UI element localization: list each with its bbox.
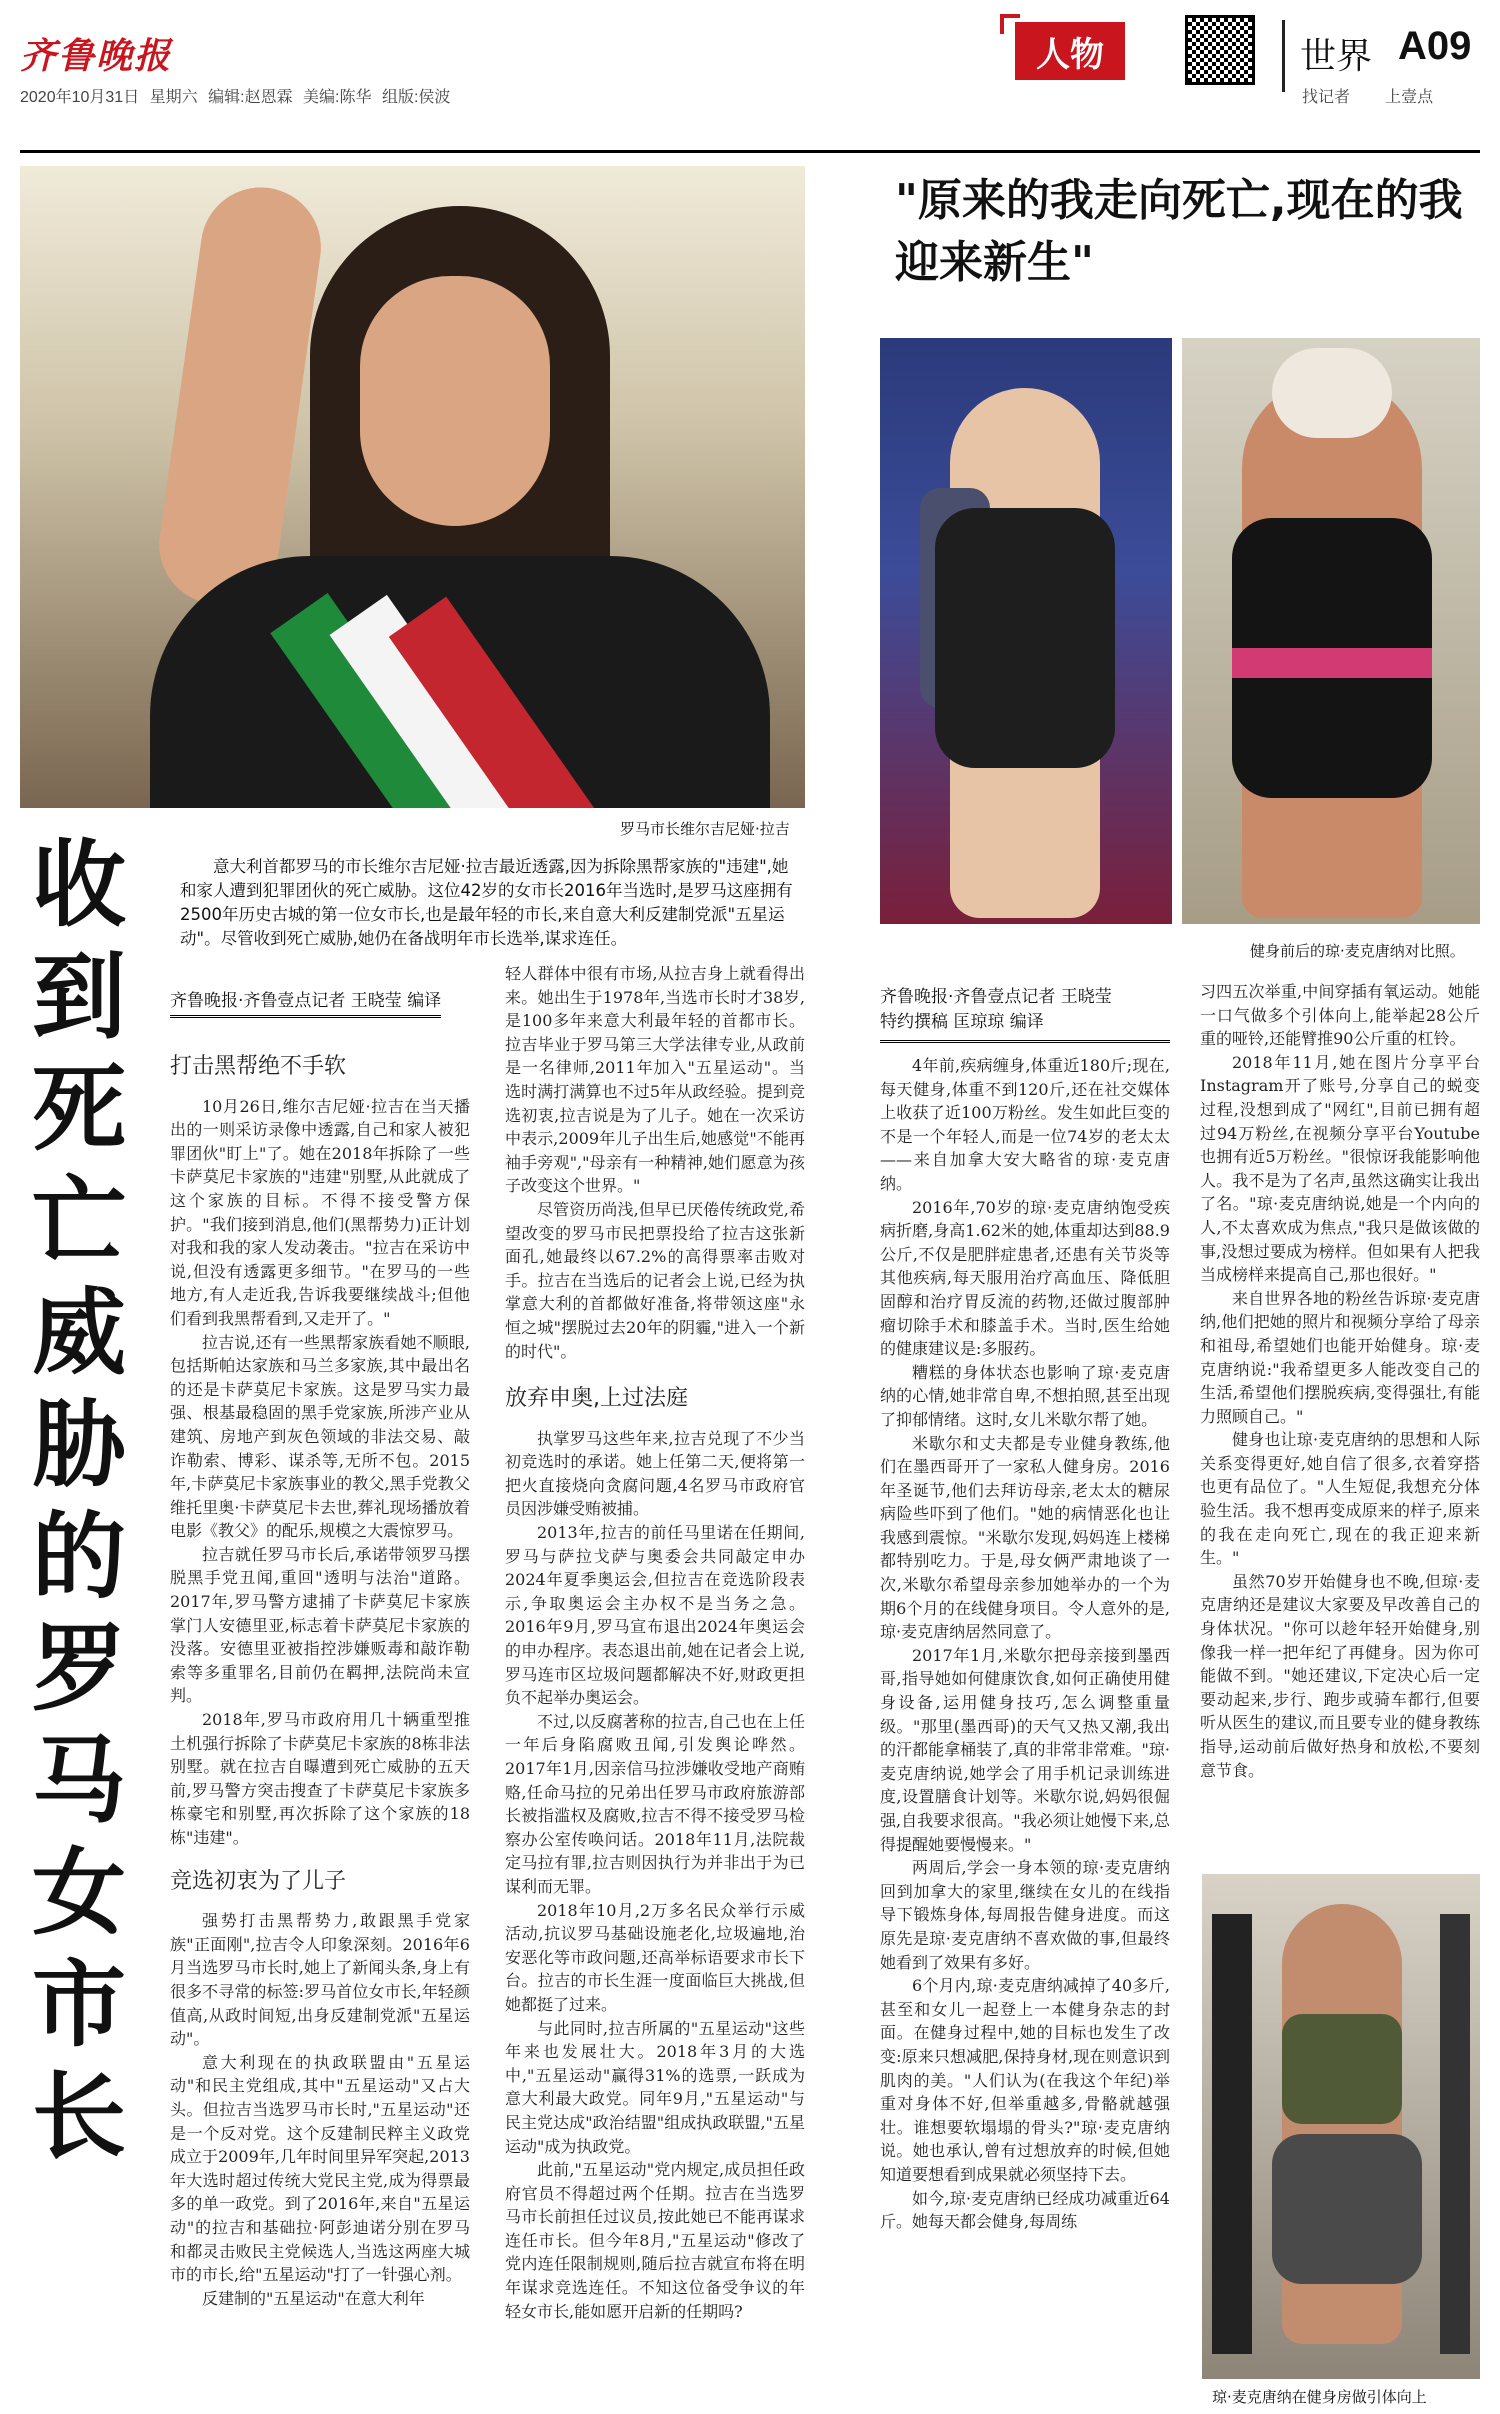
editor-credit: 编辑:赵恩霖: [208, 89, 293, 106]
paragraph: 此前,"五星运动"党内规定,成员担任政府官员不得超过两个任期。拉吉在当选罗马市长前担任过议员,按此她已不能再谋求连任市长。但今年8月,"五星运动"修改了党内连任限制规则,随后拉吉就宣布将在明年谋求竞选连任。不知这位备受争议的年轻女市长,能如愿开启新的任期吗?: [505, 2160, 805, 2321]
section-tag: 人物: [1015, 22, 1125, 80]
paragraph: 来自世界各地的粉丝告诉琼·麦克唐纳,他们把她的照片和视频分享给了母亲和祖母,希望她们也能开始健身。琼·麦克唐纳说:"我希望更多人能改变自己的生活,希望他们摆脱疾病,变得强壮,有能力照顾自己。": [1200, 1288, 1480, 1426]
gym-photo: [1202, 1874, 1480, 2379]
byline-rule: [880, 1040, 1170, 1043]
paragraph: 习四五次举重,中间穿插有氧运动。她能一口气做多个引体向上,能举起28公斤重的哑铃,还能臂推90公斤重的杠铃。: [1200, 982, 1480, 1049]
paragraph: 2013年,拉吉的前任马里诺在任期间,罗马与萨拉戈萨与奥委会共同敲定申办2024年夏季奥运会,但拉吉在竞选阶段表示,争取奥运会主办权不是当务之急。2016年9月,罗马宣布退出2024年奥运会的申办程序。表态退出前,她在记者会上说,罗马连市区垃圾问题都解决不好,财政更担负不起举办奥运会。: [505, 1523, 805, 1708]
subhead-3: 放弃申奥,上过法庭: [505, 1386, 688, 1412]
comparison-caption: 健身前后的琼·麦克唐纳对比照。: [1250, 942, 1465, 960]
paragraph: 意大利现在的执政联盟由"五星运动"和民主党组成,其中"五星运动"又占大头。但拉吉当选罗马市长时,"五星运动"还是一个反对党。这个反建制民粹主义政党成立于2009年,几年时间里异军突起,2013年大选时超过传统大党民主党,成为得票最多的单一政党。到了2016年,来自"五星运动"的拉吉和基础拉·阿彭迪诺分别在罗马和都灵击败民主党候选人,当选这两座大城市的市长,给"五星运动"打了一针强心剂。: [170, 2052, 470, 2285]
headline: 收到死亡威胁的罗马女市长: [32, 831, 127, 2172]
paragraph: 健身也让琼·麦克唐纳的思想和人际关系变得更好,她自信了很多,衣着穿搭也更有品位了。"人生短促,我想充分体验生活。我不想再变成原来的样子,原来的我在走向死亡,现在的我正迎来新生。": [1200, 1430, 1480, 1568]
paragraph: 尽管资历尚浅,但早已厌倦传统政党,希望改变的罗马市民把票投给了拉吉这张新面孔,她最终以67.2%的高得票率击败对手。拉吉在当选后的记者会上说,已经为执掌意大利的首都做好准备,将带领这座"永恒之城"摆脱过去20年的阴霾,"进入一个新的时代"。: [505, 1199, 805, 1361]
paragraph: 6个月内,琼·麦克唐纳减掉了40多斤,甚至和女儿一起登上一本健身杂志的封面。在健身过程中,她的目标也发生了改变:原来只想减肥,保持身材,现在则意识到肌肉的美。"人们认为(在我这个年纪)举重对身体不好,但举重越多,骨骼就越强壮。谁想要软塌塌的骨头?"琼·麦克唐纳说。她也承认,曾有过想放弃的时候,但她知道要想看到成果就必须坚持下去。: [880, 1976, 1170, 2184]
quote-headline: "原来的我走向死亡,现在的我迎来新生": [895, 175, 1463, 288]
paragraph: 米歇尔和丈夫都是专业健身教练,他们在墨西哥开了一家私人健身房。2016年圣诞节,他们去拜访母亲,老太太的糖尿病险些吓到了他们。"她的病情恶化也让我感到震惊。"米歇尔发现,妈妈连上楼梯都特别吃力。于是,母女俩严肃地谈了一次,米歇尔希望母亲参加她举办的一个为期6个月的在线健身项目。令人意外的是,琼·麦克唐纳居然同意了。: [880, 1433, 1170, 1642]
paragraph: 执掌罗马这些年来,拉吉兑现了不少当初竞选时的承诺。她上任第二天,便将第一把火直接烧向贪腐问题,4名罗马市政府官员因涉嫌受贿被捕。: [505, 1428, 805, 1519]
paragraph: 10月26日,维尔吉尼娅·拉吉在当天播出的一则采访录像中透露,自己和家人被犯罪团伙"盯上"了。她在2018年拆除了一些卡萨莫尼卡家族的"违建"别墅,从此就成了这个家族的目标。不得不接受警方保护。"我们接到消息,他们(黑帮势力)正计划对我和我的家人发动袭击。"拉吉在采访中说,但没有透露更多细节。"在罗马的一些地方,有人走近我,告诉我要继续战斗;但他们看到我黑帮看到,又走开了。": [170, 1096, 470, 1328]
paragraph: 不过,以反腐著称的拉吉,自己也在上任一年后身陷腐败丑闻,引发舆论哗然。2017年1月,因亲信马拉涉嫌收受地产商贿赂,任命马拉的兄弟出任罗马市政府旅游部长被指滥权及腐败,拉吉不得不接受罗马检察办公室传唤问话。2018年11月,法院裁定马拉有罪,拉吉则因执行为并非出于为已谋利而无罪。: [505, 1711, 805, 1896]
paragraph: 4年前,疾病缠身,体重近180斤;现在,每天健身,体重不到120斤,还在社交媒体上收获了近100万粉丝。发生如此巨变的不是一个年轻人,而是一位74岁的老太太——来自加拿大安大略省的琼·麦克唐纳。: [880, 1056, 1170, 1193]
article-column-1: [170, 1035, 470, 2310]
section-name: 世界: [1300, 36, 1373, 77]
article-column-4: [1200, 980, 1480, 1782]
paragraph: 2017年1月,米歇尔把母亲接到墨西哥,指导她如何健康饮食,如何正确使用健身设备,运用健身技巧,怎么调整重量级。"那里(墨西哥)的天气又热又潮,我出的汗都能拿桶装了,真的非常非常难。"琼·麦克唐纳说,她学会了用手机记录训练进度,设置膳食计划等。米歇尔说,妈妈很倔强,自我要求很高。"我必须让她慢下来,总得提醒她要慢慢来。": [880, 1645, 1170, 1854]
masthead-sub: [1302, 84, 1433, 107]
issue-date: 2020年10月31日: [20, 89, 140, 106]
article-column-2: [505, 962, 805, 2323]
issue-weekday: 星期六: [149, 89, 198, 106]
paragraph: 糟糕的身体状态也影响了琼·麦克唐纳的心情,她非常自卑,不想拍照,甚至出现了抑郁情绪。这时,女儿米歇尔帮了她。: [880, 1362, 1170, 1429]
byline-line-2: 特约撰稿 匡琼琼 编译: [880, 1012, 1044, 1032]
article-column-3: [880, 1054, 1170, 2234]
mayor-photo: [20, 166, 805, 808]
byline-right: [880, 985, 1112, 1035]
designer-credit: 美编:陈华: [303, 89, 372, 106]
paragraph: 轻人群体中很有市场,从拉吉身上就看得出来。她出生于1978年,当选市长时才38岁,是100多年来意大利最年轻的首都市长。拉吉毕业于罗马第三大学法律专业,从政前是一名律师,2011年加入"五星运动"。当选时满打满算也不过5年从政经验。提到竞选初衷,拉吉说是为了儿子。她在一次采访中表示,2009年儿子出生后,她感觉"不能再袖手旁观","母亲有一种精神,她们愿意为孩子改变这个世界。": [505, 964, 805, 1196]
paragraph: 2018年10月,2万多名民众举行示威活动,抗议罗马基础设施老化,垃圾遍地,治安恶化等市政问题,还高举标语要求市长下台。拉吉的市长生涯一度面临巨大挑战,但她都挺了过来。: [505, 1900, 805, 2014]
masthead-divider: [1282, 20, 1285, 92]
paragraph: 2018年11月,她在图片分享平台Instagram开了账号,分享自己的蜕变过程,没想到成了"网红",目前已拥有超过94万粉丝,在视频分享平台Youtube也拥有近5万粉丝。"很惊讶我能影响他人。我不是为了名声,虽然这确实让我出了名。"琼·麦克唐纳说,她是一个内向的人,不太喜欢成为焦点,"我只是做该做的事,没想过要成为榜样。但如果有人把我当成榜样来提高自己,那也很好。": [1200, 1052, 1480, 1285]
masthead-rule: [20, 150, 1480, 153]
lead-paragraph: 意大利首都罗马的市长维尔吉尼娅·拉吉最近透露,因为拆除黑帮家族的"违建",她和家人遭到犯罪团伙的死亡威胁。这位42岁的女市长2016年当选时,是罗马这座拥有2500年历史古城的第一位女市长,也是最年轻的市长,来自意大利反建制党派"五星运动"。尽管收到死亡威胁,她仍在备战明年市长选举,谋求连任。: [180, 857, 793, 948]
mayor-photo-caption: 罗马市长维尔吉尼娅·拉吉: [620, 820, 790, 838]
platform-label: 上壹点: [1385, 87, 1434, 106]
gym-photo-caption: 琼·麦克唐纳在健身房做引体向上: [1212, 2388, 1427, 2406]
paragraph: 拉吉说,还有一些黑帮家族看她不顺眼,包括斯帕达家族和马兰多家族,其中最出名的还是卡萨莫尼卡家族。这是罗马实力最强、根基最稳固的黑手党家族,所涉产业从建筑、房地产到灰色领域的非法交易、敲诈勒索、博彩、谋杀等,无所不包。2015年,卡萨莫尼卡家族事业的教父,黑手党教父维托里奥·卡萨莫尼卡去世,葬礼现场播放着电影《教父》的配乐,规模之大震惊罗马。: [170, 1332, 470, 1541]
reporter-label: 找记者: [1302, 87, 1351, 106]
paragraph: 反建制的"五星运动"在意大利年: [202, 2288, 425, 2308]
byline: 齐鲁晚报·齐鲁壹点记者 王晓莹 编译: [170, 986, 441, 1018]
paragraph: 强势打击黑帮势力,敢跟黑手党家族"正面刚",拉吉令人印象深刻。2016年6月当选罗马市长时,她上了新闻头条,身上有很多不寻常的标签:罗马首位女市长,年轻颜值高,从政时间短,出身反建制党派"五星运动"。: [170, 1911, 470, 2049]
paragraph: 2016年,70岁的琼·麦克唐纳饱受疾病折磨,身高1.62米的她,体重却达到88.9公斤,不仅是肥胖症患者,还患有关节炎等其他疾病,每天服用治疗高血压、降低胆固醇和治疗胃反流的药物,还做过腹部肿瘤切除手术和膝盖手术。当时,医生给她的健康建议是:多服药。: [880, 1197, 1170, 1359]
issue-meta: [20, 84, 450, 107]
subhead-1: 打击黑帮绝不手软: [170, 1054, 347, 1079]
byline-line-1: 齐鲁晚报·齐鲁壹点记者 王晓莹: [880, 987, 1112, 1007]
paragraph: 拉吉就任罗马市长后,承诺带领罗马摆脱黑手党丑闻,重回"透明与法治"道路。2017年,罗马警方逮捕了卡萨莫尼卡家族掌门人安德里亚,标志着卡萨莫尼卡家族的没落。安德里亚被指控涉嫌贩毒和敲诈勒索等多重罪名,目前仍在羁押,法院尚未宣判。: [170, 1544, 470, 1706]
paragraph: 两周后,学会一身本领的琼·麦克唐纳回到加拿大的家里,继续在女儿的在线指导下锻炼身体,每周报告健身进度。而这原先是琼·麦克唐纳不喜欢做的事,但最终她看到了效果有多好。: [880, 1858, 1170, 1972]
subhead-2: 竞选初衷为了儿子: [170, 1868, 347, 1894]
before-photo: [880, 338, 1172, 924]
after-photo: [1182, 338, 1480, 924]
paragraph: 2018年,罗马市政府用几十辆重型推土机强行拆除了卡萨莫尼卡家族的8栋非法别墅。就在拉吉自曝遭到死亡威胁的五天前,罗马警方突击搜查了卡萨莫尼卡家族多栋豪宅和别墅,再次拆除了这个家族的18栋"违建"。: [170, 1710, 470, 1847]
layout-credit: 组版:侯波: [381, 89, 451, 106]
page-number: A09: [1398, 24, 1472, 68]
paragraph: 如今,琼·麦克唐纳已经成功减重近64斤。她每天都会健身,每周练: [880, 2188, 1170, 2232]
newspaper-logo: 齐鲁晚报: [20, 35, 173, 77]
paragraph: 与此同时,拉吉所属的"五星运动"这些年来也发展壮大。2018年3月的大选中,"五星运动"赢得31%的选票,一跃成为意大利最大政党。同年9月,"五星运动"与民主党达成"政治结盟"组成执政联盟,"五星运动"成为执政党。: [505, 2018, 805, 2156]
qr-code-icon: [1185, 15, 1255, 85]
paragraph: 虽然70岁开始健身也不晚,但琼·麦克唐纳还是建议大家要及早改善自己的身体状况。"你可以趁年轻开始健身,别像我一样一把年纪了再健身。因为你可能做不到。"她还建议,下定决心后一定要动起来,步行、跑步或骑车都行,但要听从医生的建议,而且要专业的健身教练指导,运动前后做好热身和放松,不要刻意节食。: [1200, 1571, 1480, 1780]
